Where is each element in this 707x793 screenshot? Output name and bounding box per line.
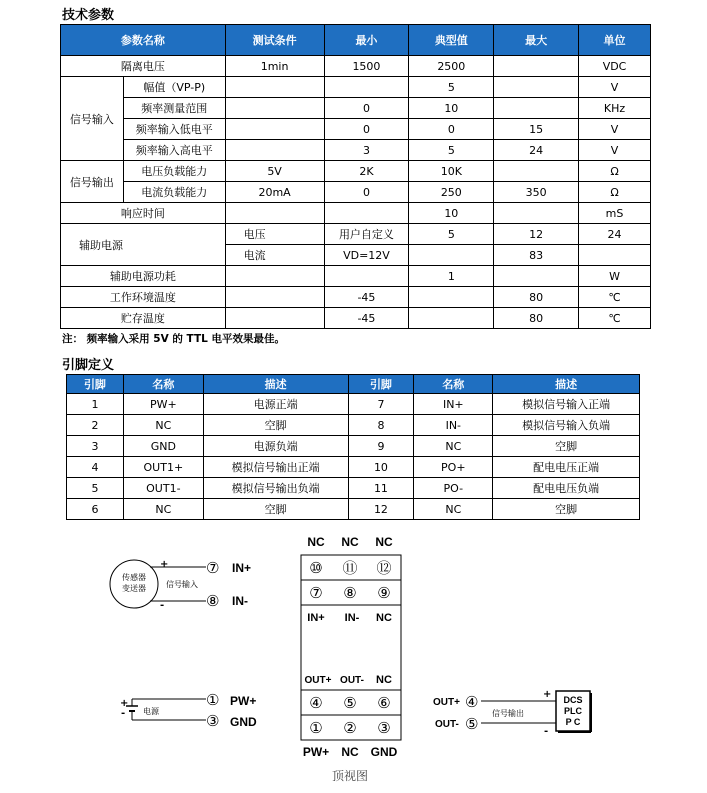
cell: 2K	[324, 161, 409, 182]
view-caption: 顶视图	[331, 769, 369, 783]
pin3-module-mark: ③	[377, 719, 391, 737]
cell: 10	[348, 457, 414, 478]
cell: 83	[494, 245, 579, 266]
cell: KHz	[579, 98, 651, 119]
param-name: 频率测量范围	[123, 98, 225, 119]
cell: 空脚	[493, 499, 640, 520]
pin10-mark: ⑩	[309, 559, 323, 577]
group-name: 信号输入	[61, 77, 124, 161]
top-nc-1: NC	[307, 535, 325, 549]
top-nc-2: NC	[341, 535, 359, 549]
param-name: 响应时间	[61, 203, 226, 224]
param-name: 频率输入低电平	[123, 119, 225, 140]
cell: 5V	[225, 161, 324, 182]
cell: 15	[494, 119, 579, 140]
cell: 空脚	[203, 415, 348, 436]
col-pin: 引脚	[348, 375, 414, 394]
pin1-mark: ①	[206, 691, 220, 709]
pin6-module-mark: ⑥	[377, 694, 391, 712]
cell: 空脚	[493, 436, 640, 457]
cell: 空脚	[203, 499, 348, 520]
cell: ℃	[579, 308, 651, 329]
module-nc: NC	[376, 674, 392, 686]
cell: 配电电压正端	[493, 457, 640, 478]
col-unit: 单位	[579, 25, 651, 56]
cell: 8	[348, 415, 414, 436]
module-outline	[301, 555, 401, 740]
col-max: 最大	[494, 25, 579, 56]
cell: 1min	[225, 56, 324, 77]
col-pin: 引脚	[67, 375, 124, 394]
module-out-plus: OUT+	[304, 675, 332, 686]
signal-out-label: 信号输出	[492, 709, 524, 718]
cell: 24	[579, 224, 651, 245]
cell: 模拟信号输出正端	[203, 457, 348, 478]
cell: 5	[409, 140, 494, 161]
cell: -45	[324, 308, 409, 329]
cell: 0	[324, 182, 409, 203]
pin5-module-mark: ⑤	[343, 694, 357, 712]
cell: 10	[409, 203, 494, 224]
cell: W	[579, 266, 651, 287]
cell: 模拟信号输入正端	[493, 394, 640, 415]
minus-sign: -	[160, 600, 165, 611]
module-in-minus: IN-	[344, 612, 360, 624]
cell: 0	[409, 119, 494, 140]
in-minus-label: IN-	[232, 594, 248, 608]
cell: NC	[414, 499, 493, 520]
out-minus-sign: -	[544, 726, 549, 737]
cell: mS	[579, 203, 651, 224]
cell: ℃	[579, 287, 651, 308]
param-name: 幅值（VP-P)	[123, 77, 225, 98]
pin2-module-mark: ②	[343, 719, 357, 737]
param-name: 电流	[225, 245, 324, 266]
cell: 11	[348, 478, 414, 499]
cell: 1	[409, 266, 494, 287]
group-name: 辅助电源	[61, 224, 226, 266]
param-name: 贮存温度	[61, 308, 226, 329]
dcs-label: DCS	[563, 695, 583, 705]
col-desc: 描述	[203, 375, 348, 394]
pin3-mark: ③	[206, 712, 220, 730]
in-plus-label: IN+	[232, 561, 252, 575]
pin4-module-mark: ④	[309, 694, 323, 712]
cell: 24	[494, 140, 579, 161]
cell: Ω	[579, 182, 651, 203]
pin9-module-mark: ⑨	[377, 584, 391, 602]
top-nc-3: NC	[375, 535, 393, 549]
cell: GND	[123, 436, 203, 457]
param-name: 电流负载能力	[123, 182, 225, 203]
out-minus-label: OUT-	[435, 719, 459, 730]
cell: 0	[324, 119, 409, 140]
cell: IN+	[414, 394, 493, 415]
pin7-module-mark: ⑦	[309, 584, 323, 602]
param-name: 电压	[225, 224, 324, 245]
cell: OUT1-	[123, 478, 203, 499]
param-name: 隔离电压	[61, 56, 226, 77]
cell: 电源负端	[203, 436, 348, 457]
pw-plus-label: PW+	[230, 694, 257, 708]
cell: 12	[494, 224, 579, 245]
cell: 模拟信号输入负端	[493, 415, 640, 436]
cell: 250	[409, 182, 494, 203]
col-cond: 测试条件	[225, 25, 324, 56]
cell: 2	[67, 415, 124, 436]
cell: 350	[494, 182, 579, 203]
bottom-nc: NC	[341, 745, 359, 759]
module-in-plus: IN+	[307, 612, 325, 624]
cell: 4	[67, 457, 124, 478]
group-name: 信号输出	[61, 161, 124, 203]
cell: V	[579, 77, 651, 98]
cell: PO+	[414, 457, 493, 478]
col-typ: 典型值	[409, 25, 494, 56]
cell: 80	[494, 308, 579, 329]
module-out-minus: OUT-	[340, 675, 364, 686]
cell: 12	[348, 499, 414, 520]
module-nc: NC	[376, 612, 392, 624]
spec-title: 技术参数	[62, 8, 115, 23]
cell: 10K	[409, 161, 494, 182]
cell: NC	[123, 499, 203, 520]
cell: 5	[409, 224, 494, 245]
cell: 9	[348, 436, 414, 457]
pin11-mark: ⑪	[342, 559, 358, 577]
cell: V	[579, 119, 651, 140]
cell: 0	[324, 98, 409, 119]
cell: OUT1+	[123, 457, 203, 478]
cell: NC	[414, 436, 493, 457]
pc-label: P C	[565, 717, 581, 727]
bottom-pw-plus: PW+	[302, 745, 330, 759]
cell: PW+	[123, 394, 203, 415]
out-plus-label: OUT+	[433, 697, 460, 708]
cell: IN-	[414, 415, 493, 436]
cell: 电源正端	[203, 394, 348, 415]
cell: 6	[67, 499, 124, 520]
pin8-mark: ⑧	[206, 592, 220, 610]
signal-in-label: 信号输入	[166, 580, 198, 589]
plus-sign: +	[160, 559, 169, 570]
pin4-mark: ④	[465, 693, 479, 711]
cell: 2500	[409, 56, 494, 77]
param-name: 频率输入高电平	[123, 140, 225, 161]
pin12-mark: ⑫	[376, 559, 392, 577]
col-desc: 描述	[493, 375, 640, 394]
col-name: 名称	[123, 375, 203, 394]
cell: 用户自定义	[324, 224, 409, 245]
param-name: 辅助电源功耗	[61, 266, 226, 287]
battery-minus: -	[121, 708, 126, 719]
sensor-label-2: 变送器	[122, 584, 146, 593]
sensor-label-1: 传感器	[122, 573, 146, 582]
param-name: 工作环境温度	[61, 287, 226, 308]
pin8-module-mark: ⑧	[343, 584, 357, 602]
out-plus-sign: +	[543, 689, 552, 700]
cell: 1	[67, 394, 124, 415]
bottom-gnd: GND	[370, 745, 398, 759]
gnd-label: GND	[230, 715, 257, 729]
cell: 5	[409, 77, 494, 98]
param-name: 电压负载能力	[123, 161, 225, 182]
pin1-module-mark: ①	[309, 719, 323, 737]
power-label: 电源	[143, 707, 159, 716]
note-text: 注： 频率输入采用 5V 的 TTL 电平效果最佳。	[62, 333, 285, 345]
col-param: 参数名称	[61, 25, 226, 56]
cell: VDC	[579, 56, 651, 77]
cell: VD=12V	[324, 245, 409, 266]
cell: NC	[123, 415, 203, 436]
cell: 1500	[324, 56, 409, 77]
cell: Ω	[579, 161, 651, 182]
pin5-mark: ⑤	[465, 715, 479, 733]
col-name: 名称	[414, 375, 493, 394]
cell: -45	[324, 287, 409, 308]
cell: 配电电压负端	[493, 478, 640, 499]
cell: 7	[348, 394, 414, 415]
col-min: 最小	[324, 25, 409, 56]
pins-title: 引脚定义	[62, 358, 115, 373]
cell: V	[579, 140, 651, 161]
cell: 5	[67, 478, 124, 499]
cell: PO-	[414, 478, 493, 499]
cell: 3	[324, 140, 409, 161]
cell: 80	[494, 287, 579, 308]
pin7-mark: ⑦	[206, 559, 220, 577]
cell: 模拟信号输出负端	[203, 478, 348, 499]
cell: 3	[67, 436, 124, 457]
battery-plus: +	[120, 698, 129, 709]
plc-label: PLC	[564, 706, 582, 716]
cell: 10	[409, 98, 494, 119]
cell: 20mA	[225, 182, 324, 203]
